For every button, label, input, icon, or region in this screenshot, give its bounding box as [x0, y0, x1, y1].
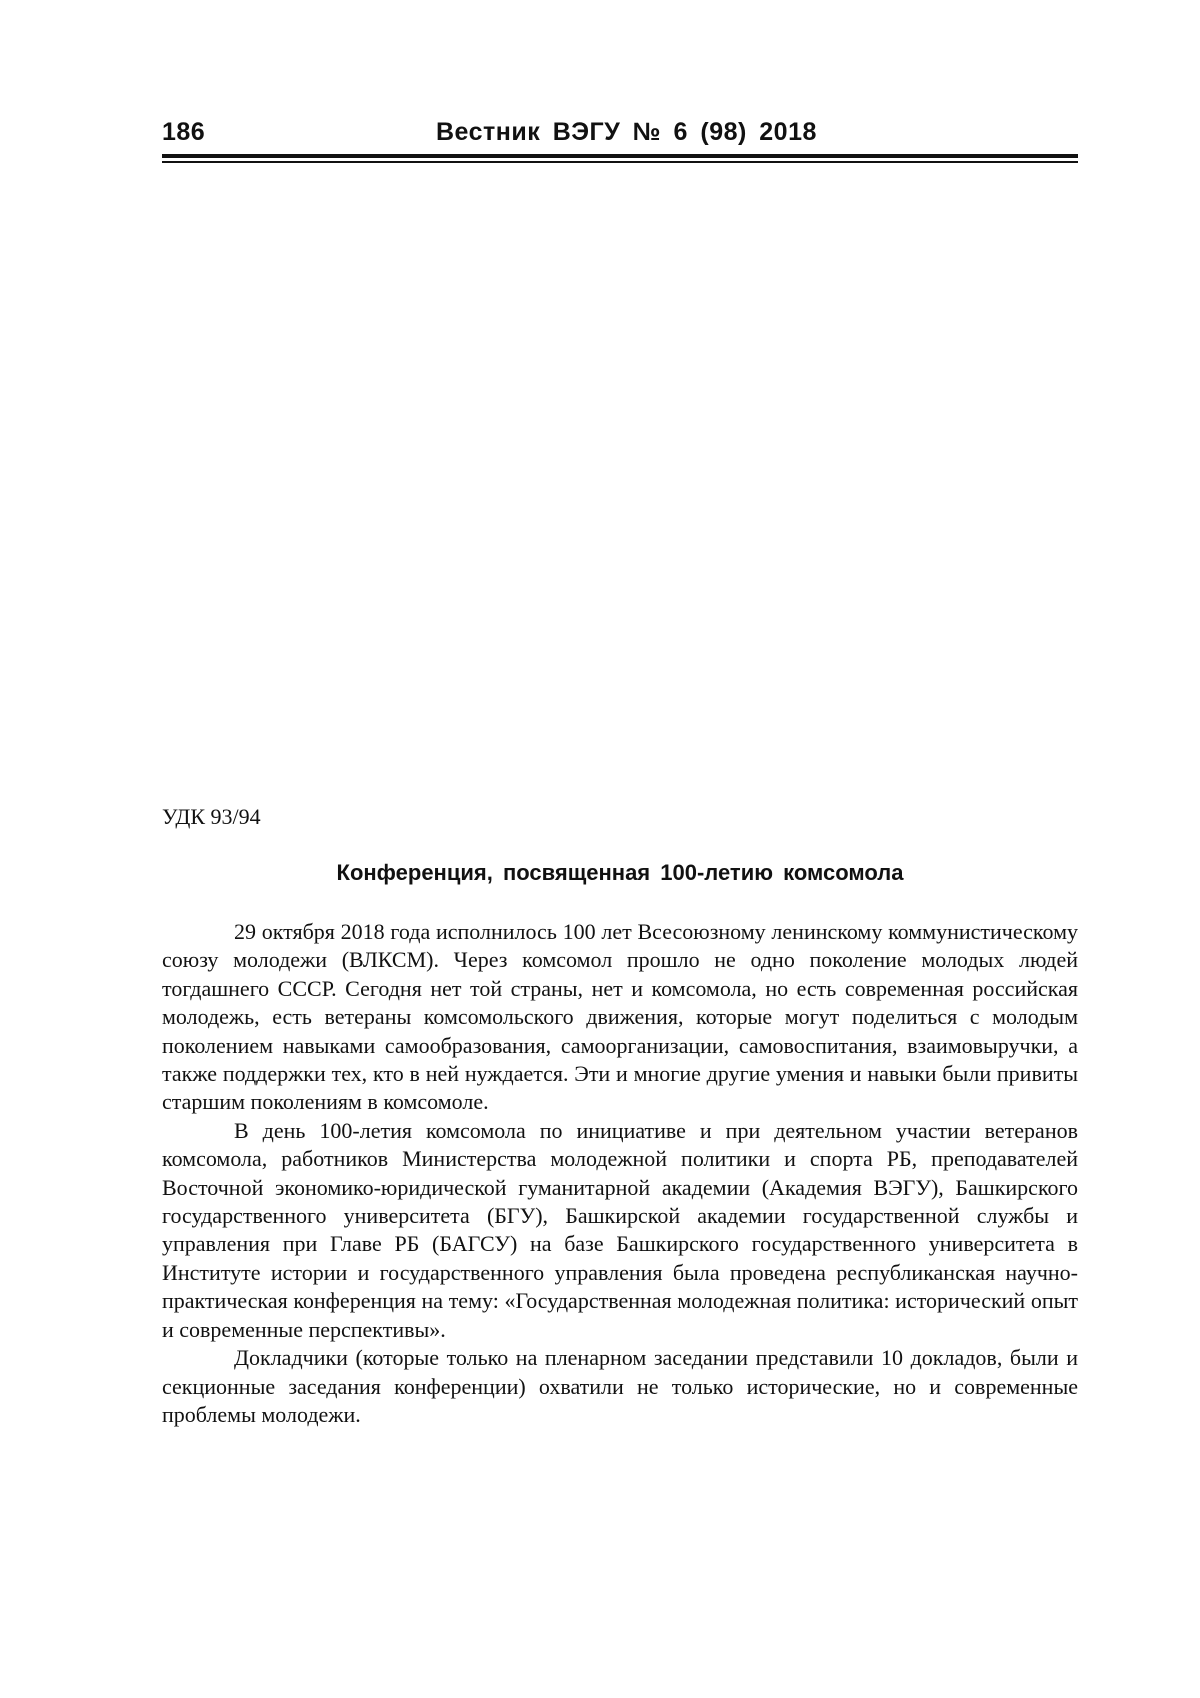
article-body — [162, 918, 1078, 1429]
running-header — [162, 118, 1078, 148]
paragraph-3: Докладчики (которые только на пленарном заседании представили 10 докладов, были и секционные заседания конференции) охватили не только исторические, но и современные проблемы молодежи. — [162, 1345, 1078, 1427]
udc-code: УДК 93/94 — [162, 804, 261, 829]
paragraph-1: 29 октября 2018 года исполнилось 100 лет Всесоюзному ленинскому коммунистическому союзу молодежи (ВЛКСМ). Через комсомол прошло не одно поколение молодых людей тогдашнего СССР. Сегодня нет той страны, нет и комсомола, но есть современная российская молодежь, есть ветераны комсомольского движения, которые могут поделиться с молодым поколением навыками самообразования, самоорганизации, самовоспитания, взаимовыручки, а также поддержки тех, кто в ней нуждается. Эти и многие другие умения и навыки были привиты старшим поколениям в комсомоле. — [162, 919, 1078, 1115]
header-rule-thick — [162, 154, 1078, 158]
header-rule-thin — [162, 161, 1078, 163]
journal-title: Вестник ВЭГУ № 6 (98) 2018 — [436, 118, 817, 146]
paragraph-2: В день 100-летия комсомола по инициативе и при деятельном участии ветеранов комсомола, работников Министерства молодежной политики и спорта РБ, преподавателей Восточной экономико-юридической гуманитарной академии (Академия ВЭГУ), Башкирского государственного университета (БГУ), Башкирской академии государственной службы и управления при Главе РБ (БАГСУ) на базе Башкирского государственного университета в Институте истории и государственного управления была проведена республиканская научно-практическая конференция на тему: «Государственная молодежная политика: исторический опыт и современные перспективы». — [162, 1117, 1078, 1342]
article-title: Конференция, посвященная 100-летию комсомола — [336, 860, 904, 885]
page-number: 186 — [162, 118, 206, 146]
